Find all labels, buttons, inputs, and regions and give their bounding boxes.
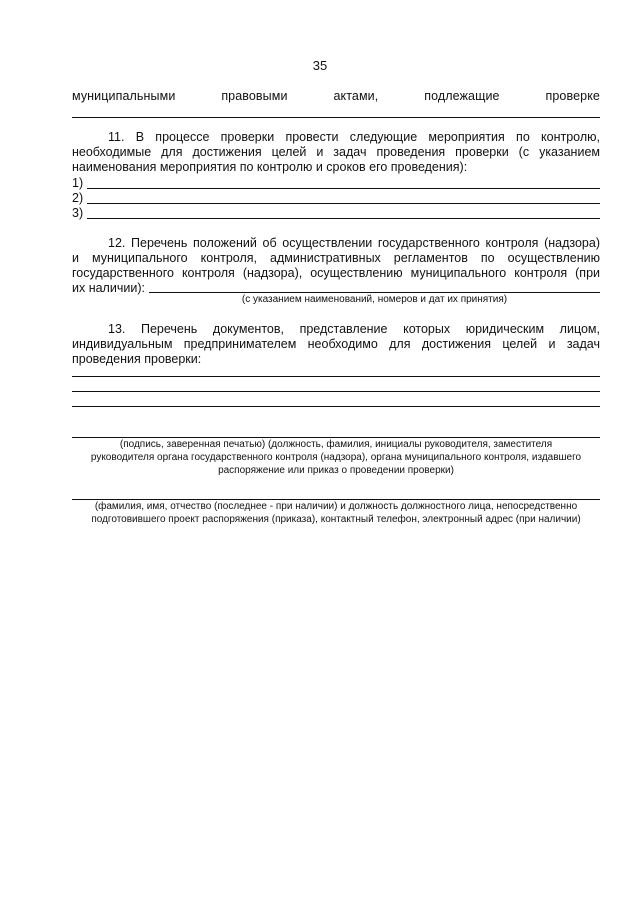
item-13-line: индивидуальным предпринимателем необходимо для достижения целей и задач <box>72 337 600 351</box>
blank-line <box>72 117 600 118</box>
item-12-line: 12. Перечень положений об осуществлении государственного контроля (надзора) <box>108 236 600 250</box>
continuation-line <box>72 89 600 103</box>
item-12-line: и муниципального контроля, административных регламентов по осуществлению <box>72 251 600 265</box>
item-12-text <box>72 236 600 281</box>
item-11-row <box>72 191 600 205</box>
signature-caption-line: распоряжение или приказ о проведении проверки) <box>218 465 454 476</box>
item-12-caption: (с указанием наименований, номеров и дат их принятия) <box>241 294 508 305</box>
row-number: 1) <box>72 176 84 190</box>
continuation-word: подлежащие <box>424 89 500 103</box>
signature-caption-line: (подпись, заверенная печатью) (должность, фамилия, инициалы руководителя, заместителя <box>119 439 553 450</box>
item-11-row <box>72 176 600 190</box>
item-12-line: государственного контроля (надзора), осуществлению муниципального контроля (при <box>72 266 600 280</box>
continuation-word: актами, <box>333 89 379 103</box>
blank-line <box>72 391 600 392</box>
blank-line <box>72 406 600 407</box>
official-caption-line: подготовившего проект распоряжения (приказа), контактный телефон, электронный адрес (при наличии) <box>91 514 581 525</box>
row-number: 3) <box>72 206 84 220</box>
item-13-line: проведения проверки: <box>72 352 202 366</box>
item-11-row <box>72 206 600 220</box>
blank-line <box>72 376 600 377</box>
signature-caption-line: руководителя органа государственного контроля (надзора), органа муниципального контроля, издавшего <box>90 452 582 463</box>
official-caption <box>60 500 612 526</box>
row-number: 2) <box>72 191 84 205</box>
signature-caption <box>60 438 612 477</box>
item-11-line: необходимые для достижения целей и задач проведения проверки (с указанием <box>72 145 600 159</box>
continuation-word: муниципальными <box>72 89 176 103</box>
item-12-line: их наличии): <box>72 281 145 295</box>
blank-line <box>87 218 600 219</box>
item-11-line: наименования мероприятия по контролю и сроков его проведения): <box>72 160 468 174</box>
blank-line <box>87 203 600 204</box>
item-11-text <box>72 130 600 160</box>
page-number: 35 <box>312 58 328 73</box>
blank-line <box>87 188 600 189</box>
item-11-line: 11. В процессе проверки провести следующие мероприятия по контролю, <box>108 130 600 144</box>
continuation-word: проверке <box>545 89 600 103</box>
official-caption-line: (фамилия, имя, отчество (последнее - при наличии) и должность должностного лица, непосредственно <box>94 501 578 512</box>
item-13-text <box>72 322 600 352</box>
item-13-line: 13. Перечень документов, представление которых юридическим лицом, <box>108 322 600 336</box>
continuation-word: правовыми <box>221 89 288 103</box>
